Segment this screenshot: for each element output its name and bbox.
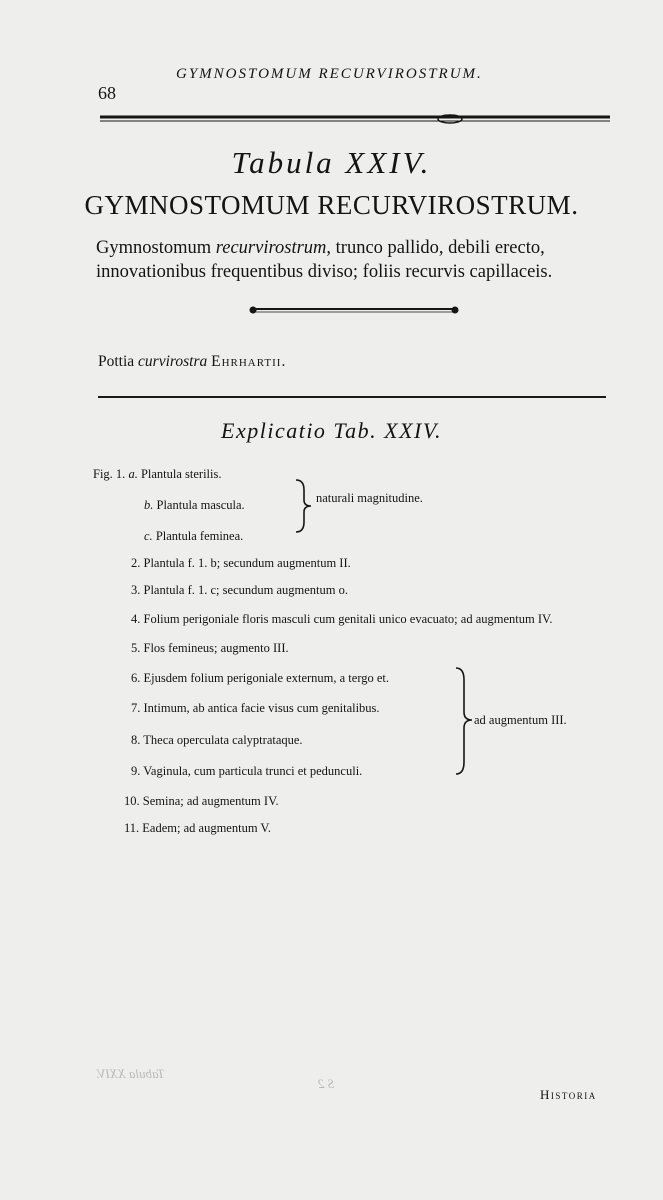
figure-entry: 4. Folium perigoniale floris masculi cum genitali unico evacuato; ad augmentum IV. <box>131 612 553 626</box>
plate-title: Tabula XXIV. <box>231 145 432 180</box>
species-heading: GYMNOSTOMUM RECURVIROSTRUM. <box>84 190 579 220</box>
page-number: 68 <box>98 83 116 103</box>
brace-augmentum <box>452 666 476 776</box>
section-rule <box>98 396 606 398</box>
brace-natural-size <box>292 478 314 534</box>
species-diagnosis <box>96 236 626 284</box>
figure-entry: b. Plantula mascula. <box>144 498 245 512</box>
figure-entry: Fig. 1. a. Plantula sterilis. <box>93 467 222 481</box>
catchword: Historia <box>540 1087 597 1102</box>
figure-entry: 3. Plantula f. 1. c; secundum augmentum o. <box>131 583 348 597</box>
figure-entry: 11. Eadem; ad augmentum V. <box>124 821 271 835</box>
brace-label-augmentum: ad augmentum III. <box>474 713 567 727</box>
figure-entry: 5. Flos femineus; augmento III. <box>131 641 289 655</box>
show-through-text: Tabula XXIV. <box>96 1066 165 1081</box>
synonym-author: Ehrhartii. <box>211 353 287 370</box>
ornamental-rule-middle <box>248 302 460 316</box>
synonym-line <box>98 353 286 371</box>
ornamental-rule-top <box>100 111 610 127</box>
synonym-epithet: curvirostra <box>138 353 208 370</box>
figure-entry: 10. Semina; ad augmentum IV. <box>124 794 279 808</box>
diagnosis-epithet: recurvirostrum <box>215 238 327 258</box>
brace-label-natural: naturali magnitudine. <box>316 491 423 505</box>
figure-entry: 9. Vaginula, cum particula trunci et pedunculi. <box>131 764 363 778</box>
figure-entry: 2. Plantula f. 1. b; secundum augmentum II. <box>131 556 351 570</box>
figure-entry: 8. Theca operculata calyptrataque. <box>131 733 303 747</box>
running-head: GYMNOSTOMUM RECURVIROSTRUM. <box>176 66 483 82</box>
figure-entry: 7. Intimum, ab antica facie visus cum genitalibus. <box>131 701 380 715</box>
show-through-text: S 2 <box>318 1076 335 1091</box>
diagnosis-genus: Gymnostomum <box>96 238 216 258</box>
figure-entry: c. Plantula feminea. <box>144 529 244 543</box>
figure-entry: 6. Ejusdem folium perigoniale externum, a tergo et. <box>131 671 390 685</box>
synonym-genus: Pottia <box>98 353 139 370</box>
explicatio-heading: Explicatio Tab. XXIV. <box>221 418 442 443</box>
diagnosis-text: , trunco pallido, debili erecto, innovationibus frequentibus diviso; foliis recurvis capillaceis. <box>96 238 553 282</box>
